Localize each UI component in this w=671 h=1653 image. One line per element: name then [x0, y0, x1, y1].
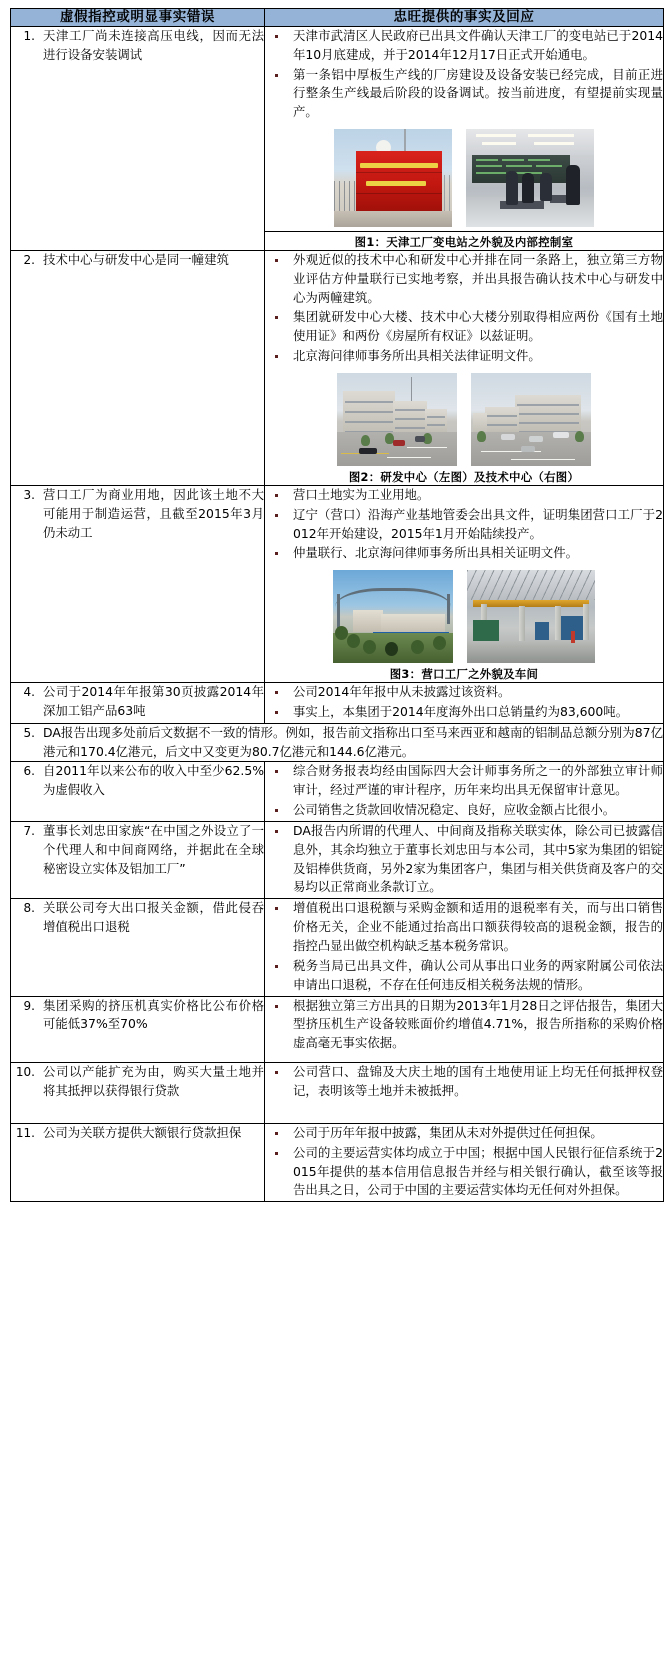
list-item: 公司于历年年报中披露，集团从未对外提供过任何担保。: [265, 1124, 663, 1143]
list-item: 天津市武清区人民政府已出具文件确认天津工厂的变电站已于2014年10月底建成，并于2014年12月17日正式开始通电。: [265, 27, 663, 65]
response-list: [265, 822, 663, 897]
table-row: [11, 1123, 664, 1201]
list-item: 公司2014年年报中从未披露过该资料。: [265, 683, 663, 702]
claim-text: 天津工厂尚未连接高压电线，因而无法进行设备安装调试: [43, 27, 264, 62]
response-cell: [265, 996, 664, 1063]
claim-text: 集团采购的挤压机真实价格比公布价格可能低37%至70%: [43, 997, 264, 1032]
claim-number: 3.: [23, 487, 35, 502]
figure-caption-rule: [265, 231, 663, 250]
list-item: 营口土地实为工业用地。: [265, 486, 663, 505]
table-row: [11, 26, 664, 250]
header-cell-responses: 忠旺提供的事实及回应: [265, 9, 664, 27]
list-item: 外观近似的技术中心和研发中心并排在同一条路上，独立第三方物业评估方仲量联行已实地考察，并出具报告确认技术中心与研发中心为两幢建筑。: [265, 251, 663, 308]
table-header-row: [11, 9, 664, 27]
claim-number: 9.: [23, 998, 35, 1013]
claim-number: 1.: [23, 28, 35, 43]
list-item: 事实上，本集团于2014年度海外出口总销量约为83,600吨。: [265, 703, 663, 722]
list-item: 综合财务报表均经由国际四大会计师事务所之一的外部独立审计师审计，经过严谨的审计程序，历年来均出具无保留审计意见。: [265, 762, 663, 800]
list-item: 北京海问律师事务所出具相关法律证明文件。: [265, 347, 663, 366]
response-cell: [265, 899, 664, 996]
tech-center-building-photo: [471, 373, 591, 466]
rd-center-building-photo: [337, 373, 457, 466]
claim-text: 董事长刘忠田家族“在中国之外设立了一个代理人和中间商网络，并据此在全球秘密设立实体及铝加工厂”: [43, 822, 264, 876]
claim-cell-fullwidth: [11, 723, 664, 762]
table-row: [11, 762, 664, 822]
figure-block: [265, 570, 663, 682]
response-cell: [265, 26, 664, 250]
response-list: [265, 997, 663, 1054]
response-cell: [265, 821, 664, 898]
claim-cell: [11, 899, 265, 996]
claim-cell: [11, 996, 265, 1063]
claim-number: 2.: [23, 252, 35, 267]
claim-cell: [11, 26, 265, 250]
figure-caption: 图2：研发中心（左图）及技术中心（右图）: [348, 469, 580, 484]
list-item: 集团就研发中心大楼、技术中心大楼分别取得相应两份《国有土地使用证》和两份《房屋所有权证》以兹证明。: [265, 308, 663, 346]
response-list: [265, 899, 663, 994]
response-list: [265, 27, 663, 122]
tianjin-substation-control-room-photo: [466, 129, 594, 227]
claim-text: 技术中心与研发中心是同一幢建筑: [43, 251, 229, 267]
table-body: [11, 26, 664, 1201]
response-cell: [265, 1063, 664, 1124]
figure-block: [265, 373, 663, 485]
figure-caption: 图1：天津工厂变电站之外貌及内部控制室: [354, 235, 574, 250]
yingkou-plant-workshop-photo: [467, 570, 595, 663]
table-header: [11, 9, 664, 27]
figure-block: [265, 129, 663, 250]
header-cell-claims: 虚假指控或明显事实错误: [11, 9, 265, 27]
claim-text: 公司以产能扩充为由，购买大量土地并将其抵押以获得银行贷款: [43, 1064, 264, 1099]
claim-cell: [11, 250, 265, 485]
response-cell: [265, 250, 664, 485]
claim-number: 5.: [23, 725, 35, 740]
list-item: 辽宁（营口）沿海产业基地管委会出具文件，证明集团营口工厂于2012年开始建设，2015年1月开始陆续投产。: [265, 506, 663, 544]
figure-row: [265, 570, 663, 663]
list-item: 公司销售之货款回收情况稳定、良好，应收金额占比很小。: [265, 801, 663, 820]
claim-text: 关联公司夸大出口报关金额，借此侵吞增值税出口退税: [43, 900, 264, 935]
claim-text: 公司为关联方提供大额银行贷款担保: [43, 1124, 242, 1140]
response-cell: [265, 683, 664, 724]
response-list: [265, 486, 663, 563]
table-row: [11, 250, 664, 485]
claim-number: 8.: [23, 901, 35, 916]
response-list: [265, 762, 663, 820]
claim-cell: [11, 1123, 265, 1201]
claim-number: 10.: [15, 1065, 35, 1080]
claim-text: 自2011年以来公布的收入中至少62.5%为虚假收入: [43, 763, 264, 798]
list-item: 税务当局已出具文件，确认公司从事出口业务的两家附属公司依法申请出口退税，不存在任何违反相关税务法规的情形。: [265, 957, 663, 995]
table-row: [11, 1063, 664, 1124]
tianjin-substation-exterior-photo: [334, 129, 452, 227]
response-list: [265, 1063, 663, 1101]
response-cell: [265, 1123, 664, 1201]
list-item: 根据独立第三方出具的日期为2013年1月28日之评估报告，集团大型挤压机生产设备较账面价约增值4.71%，报告所指称的采购价格虚高毫无事实依据。: [265, 997, 663, 1054]
list-item: 增值税出口退税额与采购金额和适用的退税率有关，而与出口销售价格无关，企业不能通过抬高出口额获得较高的退税金额，报告的指控凸显出做空机构缺乏基本税务常识。: [265, 899, 663, 956]
list-item: 公司营口、盘锦及大庆土地的国有土地使用证上均无任何抵押权登记，表明该等土地并未被抵押。: [265, 1063, 663, 1101]
claim-number: 6.: [23, 764, 35, 779]
claim-text: 营口工厂为商业用地，因此该土地不大可能用于制造运营，且截至2015年3月仍未动工: [43, 486, 264, 540]
table-row: [11, 683, 664, 724]
claim-number: 11.: [15, 1125, 35, 1140]
figure-row: [265, 373, 663, 466]
table-row: [11, 996, 664, 1063]
response-list: [265, 683, 663, 722]
table-row: [11, 723, 664, 762]
claim-cell: [11, 821, 265, 898]
claim-text: 公司于2014年年报第30页披露2014年深加工铝产品63吨: [43, 684, 264, 718]
claim-cell: [11, 762, 265, 822]
figure-row: [265, 129, 663, 227]
yingkou-plant-exterior-photo: [333, 570, 453, 663]
figure-caption: 图3：营口工厂之外貌及车间: [389, 667, 539, 682]
table-row: [11, 899, 664, 996]
response-cell: [265, 485, 664, 682]
response-cell: [265, 762, 664, 822]
claim-number: 4.: [23, 685, 35, 700]
table-row: [11, 485, 664, 682]
list-item: 第一条铝中厚板生产线的厂房建设及设备安装已经完成，目前正进行整条生产线最后阶段的设备调试。按当前进度，有望提前实现量产。: [265, 66, 663, 123]
list-item: 仲量联行、北京海问律师事务所出具相关证明文件。: [265, 544, 663, 563]
claim-cell: [11, 485, 265, 682]
response-list: [265, 251, 663, 366]
claim-number: 7.: [23, 823, 35, 838]
claim-text: DA报告出现多处前后文数据不一致的情形。例如，报告前文指称出口至马来西亚和越南的铝制品总额分别为87亿港元和170.4亿港元，后文中又变更为80.7亿港元和144.6亿港元。: [43, 724, 663, 759]
table-row: [11, 821, 664, 898]
claims-response-table: [10, 8, 664, 1202]
list-item: 公司的主要运营实体均成立于中国；根据中国人民银行征信系统于2015年提供的基本信用信息报告并经与相关银行确认，截至该等报告出具之日，公司于中国的主要运营实体均无任何对外担保。: [265, 1144, 663, 1201]
list-item: DA报告内所谓的代理人、中间商及指称关联实体，除公司已披露信息外，其余均独立于董事长刘忠田与本公司，其中5家为集团的铝锭及铝棒供货商，另外2家为集团客户，集团与相关供货商及客户的交易均以正常商业条款订立。: [265, 822, 663, 897]
claim-cell: [11, 683, 265, 724]
response-list: [265, 1124, 663, 1200]
claim-cell: [11, 1063, 265, 1124]
